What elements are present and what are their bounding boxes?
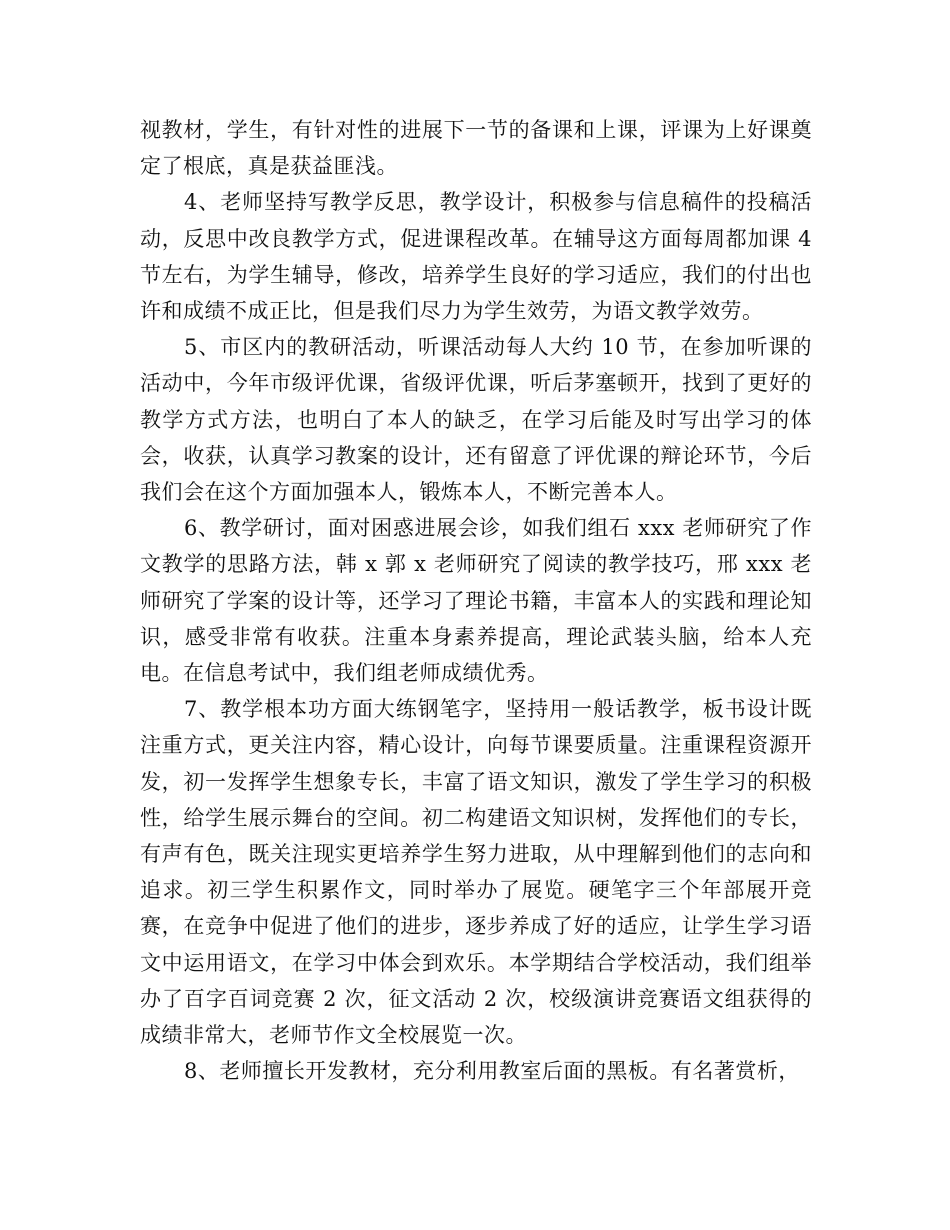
paragraph-item-4: 4、老师坚持写教学反思，教学设计，积极参与信息稿件的投稿活动，反思中改良教学方式，促进课程改革。在辅导这方面每周都加课 4 节左右，为学生辅导，修改，培养学生良好的学习适应，我们的付出也许和成绩不成正比，但是我们尽力为学生效劳，为语文教学效劳。 — [140, 190, 812, 324]
document-body — [140, 112, 812, 1089]
paragraph-item-6: 6、教学研讨，面对困惑进展会诊，如我们组石 xxx 老师研究了作文教学的思路方法，韩 x 郭 x 老师研究了阅读的教学技巧，邢 xxx 老师研究了学案的设计等，还学习了理论书籍，丰富本人的实践和理论知识，感受非常有收获。注重本身素养提高，理论武装头脑，给本人充电。在信息考试中，我们组老师成绩优秀。 — [140, 516, 812, 686]
paragraph-continuation: 视教材，学生，有针对性的进展下一节的备课和上课，评课为上好课奠定了根底，真是获益匪浅。 — [140, 118, 812, 179]
paragraph-item-8: 8、老师擅长开发教材，充分利用教室后面的黑板。有名著赏析， — [184, 1059, 800, 1084]
paragraph-item-7: 7、教学根本功方面大练钢笔字，坚持用一般话教学，板书设计既注重方式，更关注内容，精心设计，向每节课要质量。注重课程资源开发，初一发挥学生想象专长，丰富了语文知识，激发了学生学习的积极性，给学生展示舞台的空间。初二构建语文知识树，发挥他们的专长，有声有色，既关注现实更培养学生努力进取，从中理解到他们的志向和追求。初三学生积累作文，同时举办了展览。硬笔字三个年部展开竞赛，在竞争中促进了他们的进步，逐步养成了好的适应，让学生学习语文中运用语文，在学习中体会到欢乐。本学期结合学校活动，我们组举办了百字百词竞赛 2 次，征文活动 2 次，校级演讲竞赛语文组获得的成绩非常大，老师节作文全校展览一次。 — [140, 697, 812, 1048]
paragraph-item-5: 5、市区内的教研活动，听课活动每人大约 10 节，在参加听课的活动中，今年市级评优课，省级评优课，听后茅塞顿开，找到了更好的教学方式方法，也明白了本人的缺乏，在学习后能及时写出学习的体会，收获，认真学习教案的设计，还有留意了评优课的辩论环节，今后我们会在这个方面加强本人，锻炼本人，不断完善本人。 — [140, 335, 812, 505]
